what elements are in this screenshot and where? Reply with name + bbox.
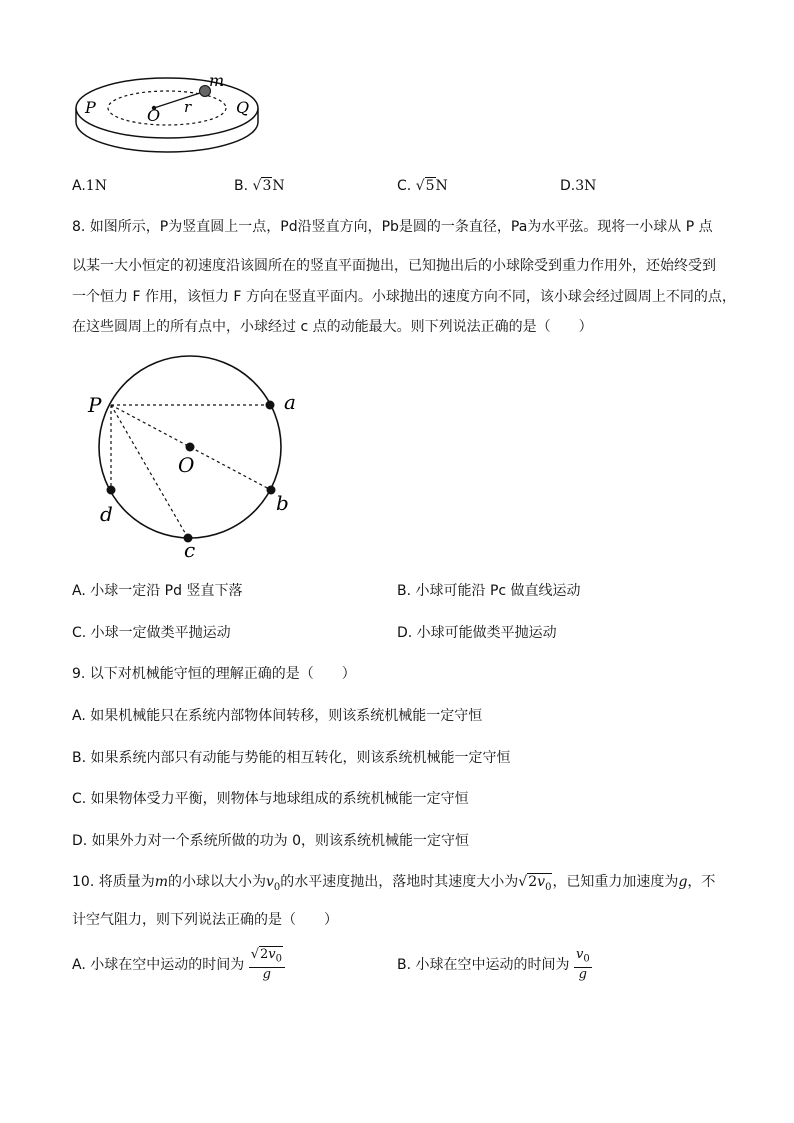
q10-stem-line1: 10. 将质量为m的小球以大小为$v_0$的水平速度抛出，落地时其速度大小为$√2v_0$，已知重力加速度为g，不: [72, 874, 716, 893]
q7-option-d: D.3N: [560, 178, 597, 194]
label-m: m: [209, 71, 225, 90]
q9-stem: 9. 以下对机械能守恒的理解正确的是（ ）: [72, 666, 356, 682]
point-b: [267, 486, 276, 495]
q7-option-b: B. √3N: [234, 178, 285, 194]
sqrt-3: √3: [252, 178, 272, 194]
sqrt-2-v0: $√2v_0$: [518, 874, 552, 893]
q8-stem-line3: 一个恒力 F 作用，该恒力 F 方向在竖直平面内。小球抛出的速度方向不同，该小球会经过圆周上不同的点，: [72, 289, 736, 305]
circle-figure: [80, 350, 310, 570]
q8-stem-line2: 以某一大小恒定的初速度沿该圆所在的竖直平面抛出，已知抛出后的小球除受到重力作用外，还始终受到: [72, 258, 716, 274]
turntable-figure: [70, 68, 265, 160]
label-O: O: [147, 106, 161, 125]
label-a: a: [284, 390, 296, 414]
sqrt-5: √5: [415, 178, 435, 194]
point-O: [186, 443, 195, 452]
q8-stem-line1: 8. 如图所示，P为竖直圆上一点，Pd沿竖直方向，Pb是圆的一条直径，Pa为水平弦。现将一小球从 P 点: [72, 219, 713, 235]
q7-option-c: C. √5N: [397, 178, 448, 194]
label-d: d: [100, 502, 113, 526]
q7-option-a: A.1N: [72, 178, 107, 194]
q9-option-a: A. 如果机械能只在系统内部物体间转移，则该系统机械能一定守恒: [72, 708, 483, 724]
point-d: [107, 486, 116, 495]
fraction-v0-over-g: $\frac{v_0}{g}$: [575, 947, 590, 982]
q8-option-b: B. 小球可能沿 Pc 做直线运动: [397, 583, 581, 599]
label-Q: Q: [236, 98, 250, 117]
label-P: P: [85, 98, 96, 117]
q8-option-c: C. 小球一定做类平抛运动: [72, 625, 231, 641]
q10-option-a: A. 小球在空中运动的时间为 $\frac{√2v_0}{g}$: [72, 948, 285, 982]
turntable-top: [76, 78, 258, 138]
q8-option-d: D. 小球可能做类平抛运动: [397, 625, 557, 641]
label-b: b: [276, 491, 289, 515]
fraction-sqrt2v0-over-g: $\frac{√2v_0}{g}$: [249, 948, 285, 982]
q8-stem-line4: 在这些圆周上的所有点中，小球经过 c 点的动能最大。则下列说法正确的是（ ）: [72, 319, 593, 335]
q9-option-d: D. 如果外力对一个系统所做的功为 0，则该系统机械能一定守恒: [72, 833, 470, 849]
q8-option-a: A. 小球一定沿 Pd 竖直下落: [72, 583, 243, 599]
q9-option-c: C. 如果物体受力平衡，则物体与地球组成的系统机械能一定守恒: [72, 791, 469, 807]
q9-option-b: B. 如果系统内部只有动能与势能的相互转化，则该系统机械能一定守恒: [72, 750, 511, 766]
q10-stem-line2: 计空气阻力，则下列说法正确的是（ ）: [72, 912, 338, 928]
point-a: [266, 401, 275, 410]
label-r: r: [184, 98, 192, 116]
label-c: c: [184, 538, 196, 562]
q10-option-b: B. 小球在空中运动的时间为 $\frac{v_0}{g}$: [397, 947, 590, 982]
label-P-circle: P: [88, 393, 102, 417]
label-O-circle: O: [178, 453, 195, 477]
